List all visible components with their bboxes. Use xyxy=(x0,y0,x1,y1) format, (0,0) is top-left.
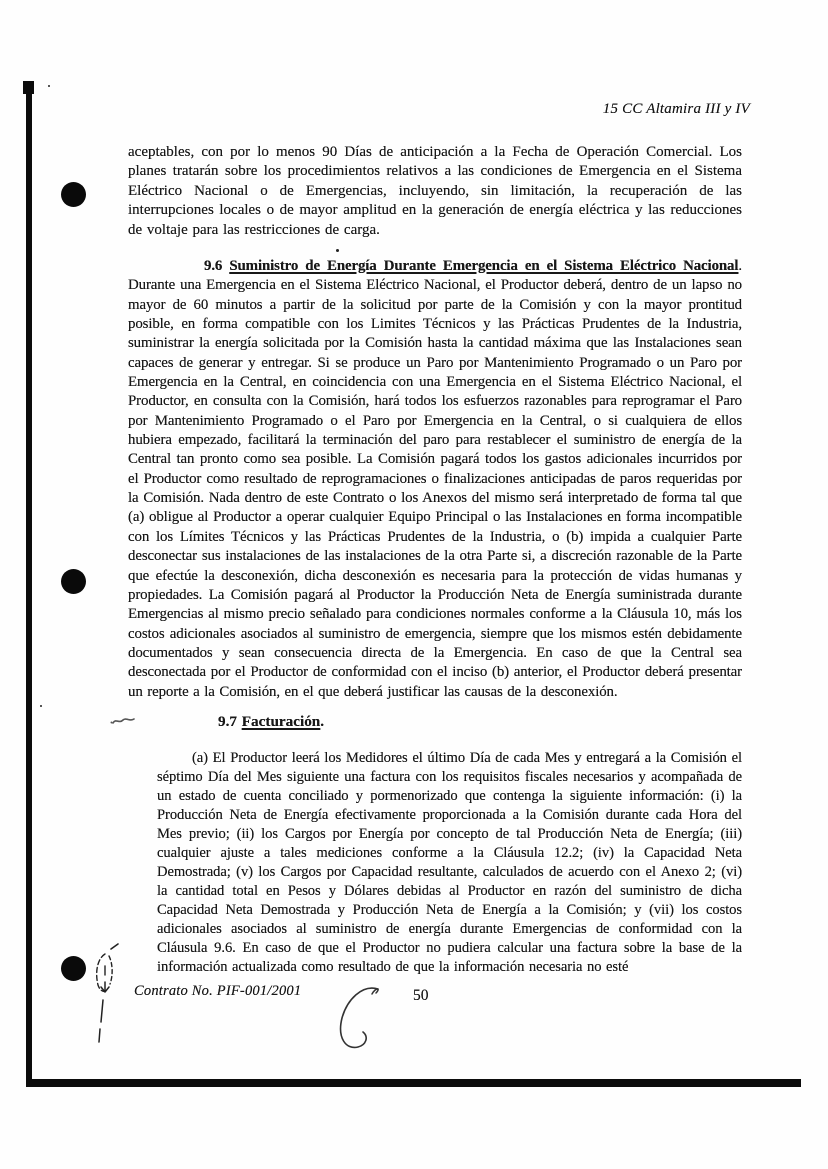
footer-contract-number: Contrato No. PIF-001/2001 xyxy=(134,983,302,999)
punch-hole-bottom xyxy=(61,956,86,981)
scan-edge-bottom-line xyxy=(26,1079,801,1087)
scan-edge-left-line xyxy=(26,81,32,1087)
page-number: 50 xyxy=(413,987,429,1004)
paragraph-clause-9-7-a: (a) El Productor leerá los Medidores el último Día de cada Mes y entregará a la Comisión el séptimo Día del Mes siguiente una factura con los requisitos fiscales necesarios y acompañada de un estado de cuenta conciliado y pormenorizado que contenga la siguiente información: (i) la Producción Neta de Energía efectivamente proporcionada a la Comisión durante cada Hora del Mes previo; (ii) los Cargos por Energía por concepto de tal Producción Neta de Energía; (iii) cualquier ajuste a tales mediciones conforme a la Cláusula 12.2; (iv) la Capacidad Neta Demostrada; (v) los Cargos por Capacidad resultante, calculados de acuerdo con el Anexo 2; (vi) la cantidad total en Pesos y Dólares debidas al Productor en razón del suministro de dicha Capacidad Neta Demostrada y Producción Neta de Energía a la Comisión; y (vii) los costos adicionales asociados al suministro de energía durante Emergencias de conformidad con la Cláusula 9.6. En caso de que el Productor no pudiera calcular una factura sobre la base de la información actualizada como resultado de que la información necesaria no esté xyxy=(157,750,742,975)
ink-smudge xyxy=(110,714,136,728)
punch-hole-middle xyxy=(61,569,86,594)
scan-speck xyxy=(40,705,42,707)
heading-clause-9-7: 9.7 Facturación. xyxy=(218,713,325,730)
handwritten-loop-mark xyxy=(330,982,388,1056)
paragraph-clause-9-6: 9.6 Suministro de Energía Durante Emergencia en el Sistema Eléctrico Nacional. Durante una Emergencia en el Sistema Eléctrico Nacional, el Productor deberá, dentro de un lapso no mayor de 60 minutos a partir de la solicitud por parte de la Comisión y con la mayor prontitud posible, en forma compatible con los Limites Técnicos y las Prácticas Prudentes de la Industria, suministrar la energía solicitada por la Comisión hasta la cantidad máxima que las Instalaciones sean capaces de generar y entregar. Si se produce un Paro por Mantenimiento Programado o un Paro por Emergencia en la Central, en coincidencia con una Emergencia en el Sistema Eléctrico Nacional, el Productor, en consulta con la Comisión, hará todos los esfuerzos razonables para reprogramar el Paro por Mantenimiento Programado o el Paro por Emergencia en la Central, o si cualquiera de ellos hubiera empezado, facilitará la terminación del paro para restablecer el suministro de energía de la Central tan pronto como sea posible. La Comisión pagará todos los gastos adicionales incurridos por el Productor como resultado de reprogramaciones o finalizaciones anticipadas de paros requeridas por la Comisión. Nada dentro de este Contrato o los Anexos del mismo será interpretado de forma tal que (a) obligue al Productor a operar cualquier Equipo Principal o las Instalaciones en forma incompatible con los Límites Técnicos y las Prácticas Prudentes de la Industria, o (b) impida a cualquier Parte desconectar sus instalaciones de las instalaciones de la otra Parte si, a discreción razonable de la Parte que efectúe la desconexión, dicha desconexión es necesaria para la protección de vidas humanas y propiedades. La Comisión pagará al Productor la Producción Neta de Energía suministrada durante Emergencias al mismo precio señalado para condiciones normales conforme a la Cláusula 10, más los costos adicionales asociados al suministro de emergencia, siempre que los mismos estén debidamente documentados y sean consecuencia directa de la Emergencia. En caso de que la Central sea desconectada por el Productor de conformidad con el inciso (b) anterior, el Productor deberá presentar un reporte a la Comisión, en el que deberá justificar las causas de la desconexión. xyxy=(128,258,743,700)
paragraph-intro-continuation: aceptables, con por lo menos 90 Días de anticipación a la Fecha de Operación Comercial. Los planes tratarán sobre los procedimientos relativos a las condiciones de Emergencia en el Sistema Eléctrico Nacional o de Emergencias, incluyendo, sin limitación, la recuperación de las interrupciones locales o de mayor amplitud en la generación de energía eléctrica y las reducciones de voltaje para las restricciones de carga. xyxy=(128,144,742,238)
page-header-reference: 15 CC Altamira III y IV xyxy=(602,101,750,117)
punch-hole-top xyxy=(61,182,86,207)
scan-speck xyxy=(48,85,50,87)
handwritten-arrow-mark xyxy=(88,942,124,1050)
scan-speck xyxy=(336,249,339,252)
